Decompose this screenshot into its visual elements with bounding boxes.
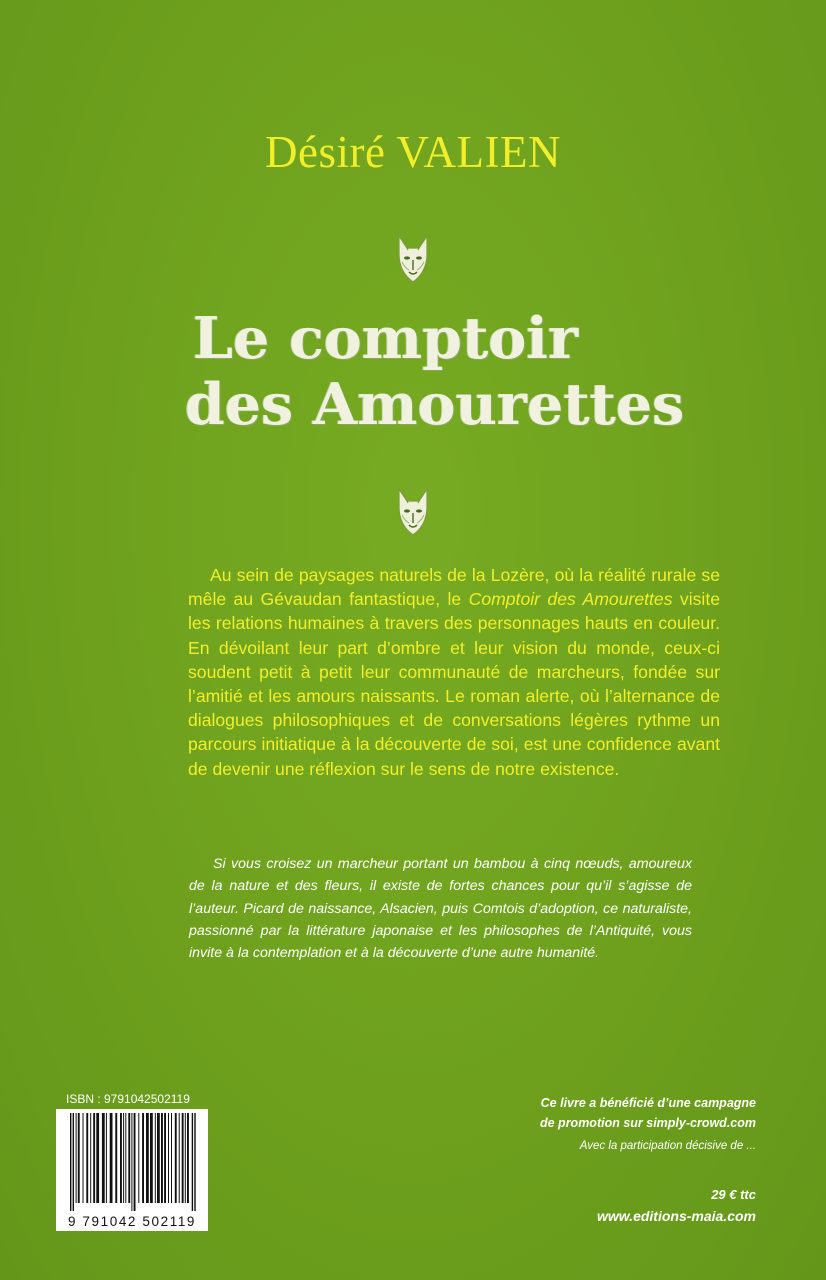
publisher-website[interactable]: www.editions-maia.com	[597, 1208, 756, 1224]
barcode-bar	[192, 1113, 193, 1211]
barcode-bar	[128, 1113, 130, 1203]
author-bio-paragraph: Si vous croisez un marcheur portant un bambou à cinq nœuds, amoureux de la nature et des fleurs, il existe de fortes chances pour qu’il s’agisse de l’auteur. Picard de naissance, Alsacien, puis Comtois d’adoption, ce naturaliste, passionné par la littérature japonaise et les philosophes de l’Antiquité, vous invite à la contemplation et à la découverte d’une autre humanité.	[189, 856, 692, 962]
barcode-bar	[179, 1113, 180, 1203]
crowdfunding-note	[496, 1093, 756, 1133]
barcode-bar	[73, 1113, 74, 1211]
barcode-bars	[56, 1109, 208, 1213]
author-name: Désiré VALIEN	[264, 127, 562, 177]
barcode-bar	[125, 1113, 126, 1203]
promo-line-1: Ce livre a bénéficié d’une campagne	[540, 1096, 756, 1110]
title-line-2: des Amourettes	[185, 371, 685, 438]
barcode-bar	[131, 1113, 132, 1211]
barcode-bar	[102, 1113, 105, 1203]
barcode-bar	[142, 1113, 144, 1203]
barcode-bar	[185, 1113, 186, 1203]
barcode-bar	[83, 1113, 84, 1203]
book-title	[185, 306, 685, 438]
summary-title-reference: Comptoir des Amourettes	[468, 589, 673, 610]
barcode-bar	[96, 1113, 99, 1203]
barcode-bar	[161, 1113, 163, 1203]
barcode-bar	[155, 1113, 156, 1203]
summary-text-start: Au sein de paysages naturels de la Lozère, où la réalité rurale se mêle au Gévaudan fantastique, le	[188, 565, 720, 610]
barcode-bar	[150, 1113, 153, 1203]
barcode-bar	[70, 1113, 71, 1211]
barcode-bar	[86, 1113, 88, 1203]
barcode-bar	[168, 1113, 169, 1203]
barcode-bar	[194, 1113, 195, 1211]
barcode-bar	[93, 1113, 95, 1203]
barcode-bar	[164, 1113, 166, 1203]
barcode-bar	[187, 1113, 189, 1203]
barcode-bar	[157, 1113, 160, 1203]
book-summary	[188, 563, 720, 781]
barcode-bar	[134, 1113, 136, 1211]
barcode-bar	[90, 1113, 91, 1203]
barcode-bar	[120, 1113, 122, 1203]
barcode-bar	[138, 1113, 139, 1203]
barcode-bar	[171, 1113, 172, 1203]
barcode-bar	[123, 1113, 124, 1203]
summary-paragraph	[188, 563, 720, 781]
price: 29 € ttc	[711, 1187, 756, 1202]
barcode-bar	[76, 1113, 77, 1203]
author-bio	[189, 853, 692, 964]
participation-note: Avec la participation décisive de ...	[579, 1140, 756, 1152]
isbn-label: ISBN : 9791042502119	[66, 1092, 190, 1106]
barcode-bar	[182, 1113, 184, 1203]
summary-text-end: visite les relations humaines à travers des personnages hauts en couleur. En dévoilant leur part d’ombre et leur vision du monde, ceux-ci soudent petit à petit leur communauté de marcheurs, fondée sur l’amitié et les amours naissants. Le roman alerte, où l’alternance de dialogues philosophiques et de conversations légères rythme un parcours initiatique à la découverte de soi, est une confidence avant de devenir une réflexion sur le sens de notre existence.	[188, 589, 720, 779]
title-line-1: Le comptoir	[193, 305, 579, 372]
barcode-bar	[78, 1113, 80, 1203]
barcode	[56, 1109, 208, 1231]
barcode-bar	[106, 1113, 107, 1203]
promo-line-2: de promotion sur simply-crowd.com	[540, 1116, 756, 1130]
barcode-bar	[110, 1113, 113, 1203]
barcode-number: 9 791042 502119	[67, 1214, 197, 1229]
barcode-bar	[175, 1113, 177, 1203]
barcode-bar	[146, 1113, 149, 1203]
barcode-bar	[115, 1113, 117, 1203]
wolf-head-icon	[393, 487, 433, 537]
wolf-head-icon	[393, 234, 433, 284]
